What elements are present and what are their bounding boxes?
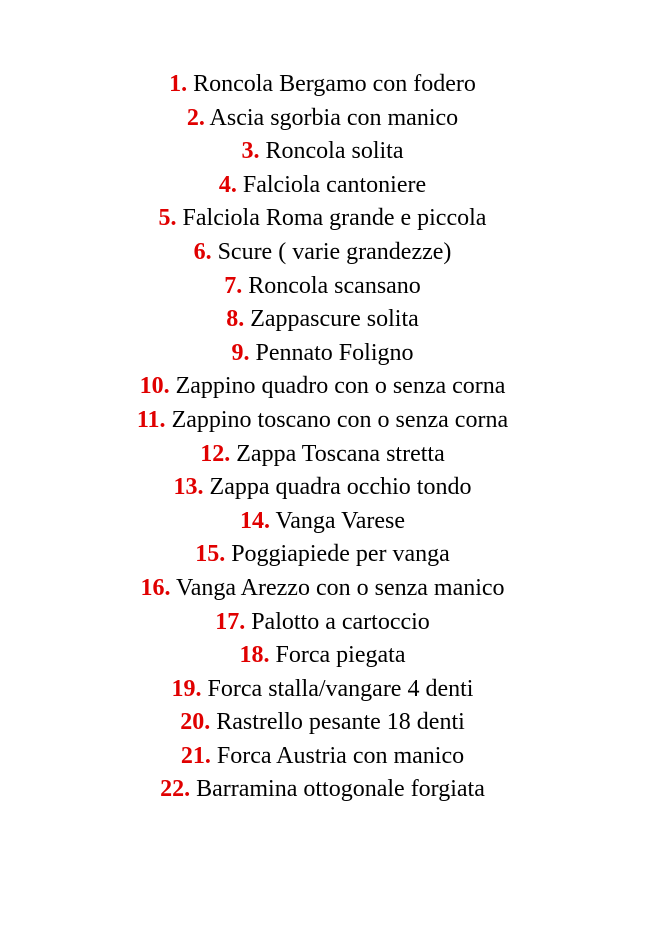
item-number: 14. — [239, 507, 270, 534]
item-text: Roncola scansano — [248, 272, 421, 299]
list-item — [0, 303, 645, 337]
document-page — [0, 68, 645, 807]
item-number: 5. — [158, 205, 177, 232]
item-text: Forca piegata — [275, 642, 406, 669]
item-text: Forca stalla/vangare 4 denti — [207, 675, 474, 702]
item-text: Zappino toscano con o senza corna — [171, 406, 509, 433]
item-number: 22. — [160, 776, 191, 803]
item-text: Zappino quadro con o senza corna — [175, 373, 506, 400]
item-text: Vanga Arezzo con o senza manico — [176, 574, 505, 601]
item-number: 18. — [239, 642, 270, 669]
list-item — [0, 169, 645, 203]
list-item — [0, 135, 645, 169]
item-text: Poggiapiede per vanga — [231, 541, 450, 568]
item-number: 16. — [140, 574, 171, 601]
item-text: Falciola Roma grande e piccola — [182, 205, 487, 232]
list-item — [0, 337, 645, 371]
item-number: 12. — [200, 440, 231, 467]
list-item — [0, 68, 645, 102]
item-text: Zappascure solita — [250, 306, 419, 333]
item-number: 15. — [195, 541, 226, 568]
item-text: Barramina ottogonale forgiata — [196, 776, 485, 803]
item-text: Forca Austria con manico — [216, 742, 465, 769]
list-item — [0, 370, 645, 404]
list-item — [0, 438, 645, 472]
item-number: 3. — [241, 138, 260, 165]
list-item — [0, 471, 645, 505]
item-number: 10. — [139, 373, 170, 400]
list-item — [0, 404, 645, 438]
item-number: 13. — [173, 474, 204, 501]
item-text: Zappa quadra occhio tondo — [209, 474, 472, 501]
item-number: 20. — [180, 709, 211, 736]
item-text: Palotto a cartoccio — [251, 608, 430, 635]
item-number: 1. — [169, 71, 188, 97]
list-item — [0, 773, 645, 807]
list-item — [0, 639, 645, 673]
list-item — [0, 102, 645, 136]
item-text: Pennato Foligno — [255, 339, 414, 366]
item-number: 9. — [231, 339, 250, 366]
list-item — [0, 740, 645, 774]
list-item — [0, 673, 645, 707]
list-item — [0, 505, 645, 539]
item-number: 17. — [215, 608, 246, 635]
list-item — [0, 606, 645, 640]
list-item — [0, 202, 645, 236]
list-item — [0, 270, 645, 304]
item-number: 4. — [218, 171, 237, 198]
list-item — [0, 236, 645, 270]
item-number: 2. — [186, 104, 205, 131]
list-item — [0, 572, 645, 606]
item-text: Zappa Toscana stretta — [236, 440, 445, 467]
item-number: 11. — [136, 406, 166, 433]
item-text: Roncola solita — [265, 138, 404, 165]
item-number: 6. — [193, 238, 212, 265]
item-number: 7. — [224, 272, 243, 299]
tool-list — [0, 68, 645, 807]
list-item — [0, 706, 645, 740]
item-text: Rastrello pesante 18 denti — [216, 709, 465, 736]
item-number: 19. — [171, 675, 202, 702]
item-text: Falciola cantoniere — [242, 171, 427, 198]
item-text: Scure ( varie grandezze) — [217, 238, 452, 265]
item-number: 8. — [226, 306, 245, 333]
list-item — [0, 538, 645, 572]
item-number: 21. — [180, 742, 211, 769]
item-text: Ascia sgorbia con manico — [209, 104, 459, 131]
item-text: Vanga Varese — [275, 507, 406, 534]
item-text: Roncola Bergamo con fodero — [193, 71, 476, 97]
